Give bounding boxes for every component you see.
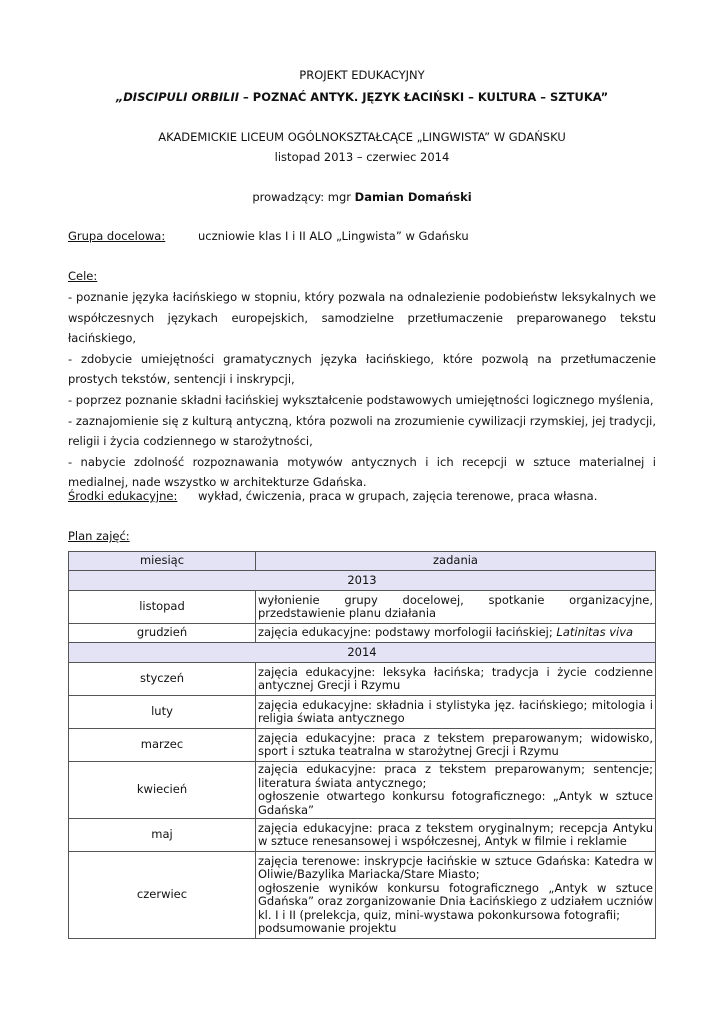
table-row — [69, 696, 656, 729]
tasks-text: podsumowanie projektu — [258, 921, 397, 935]
goal-item: - nabycie zdolność rozpoznawania motywów antycznych i ich recepcji w sztuce materialnej i medialnej, nade wszystko w architekturze Gdańska. — [68, 454, 656, 490]
col-month-header: miesiąc — [69, 552, 256, 571]
target-group-value: uczniowie klas I i II ALO „Lingwista” w Gdańsku — [198, 229, 469, 243]
table-header-row — [69, 552, 656, 571]
tasks-text: zajęcia edukacyjne: praca z tekstem preparowanym; sentencje; literatura świata antycznego; — [258, 762, 653, 790]
teacher-prefix: prowadzący: mgr — [252, 190, 355, 204]
year-label: 2014 — [69, 643, 656, 663]
month-cell: luty — [69, 696, 256, 729]
tasks-cell — [256, 624, 656, 643]
month-cell: czerwiec — [69, 852, 256, 939]
month-cell: maj — [69, 819, 256, 852]
table-row — [69, 819, 656, 852]
table-row — [69, 591, 656, 624]
table-row — [69, 762, 656, 819]
tasks-cell: zajęcia edukacyjne: leksyka łacińska; tradycja i życie codzienne antycznej Grecji i Rzymu — [256, 663, 656, 696]
goal-item: - poprzez poznanie składni łacińskiej wykształcenie podstawowych umiejętności logicznego myślenia, — [68, 392, 654, 407]
tasks-cell: zajęcia edukacyjne: praca z tekstem preparowanym; widowisko, sport i sztuka teatralna w starożytnej Grecji i Rzymu — [256, 729, 656, 762]
tasks-text: zajęcia edukacyjne: podstawy morfologii łacińskiej; — [258, 625, 557, 640]
plan-heading: Plan zajęć: — [68, 529, 130, 543]
goals-heading: Cele: — [68, 269, 98, 283]
project-type: PROJEKT EDUKACYJNY — [299, 68, 425, 82]
month-cell: marzec — [69, 729, 256, 762]
teaching-means — [68, 489, 656, 503]
tasks-cell: zajęcia edukacyjne: praca z tekstem oryginalnym; recepcja Antyku w sztuce renesansowej i współczesnej, Antyk w filmie i reklamie — [256, 819, 656, 852]
teaching-means-value: wykład, ćwiczenia, praca w grupach, zajęcia terenowe, praca własna. — [198, 489, 598, 503]
year-row — [69, 571, 656, 591]
month-cell: styczeń — [69, 663, 256, 696]
table-row — [69, 663, 656, 696]
school-name: AKADEMICKIE LICEUM OGÓLNOKSZTAŁCĄCE „LINGWISTA” W GDAŃSKU — [158, 130, 566, 144]
goal-item: - poznanie języka łacińskiego w stopniu, który pozwala na odnalezienie podobieństw leksykalnych we współczesnych językach europejskich, samodzielne przetłumaczenie preparowanego tekstu łacińskiego, — [68, 290, 656, 346]
target-group — [68, 229, 656, 243]
tasks-cell: wyłonienie grupy docelowej, spotkanie organizacyjne, przedstawienie planu działania — [256, 591, 656, 624]
month-cell: listopad — [69, 591, 256, 624]
tasks-cell — [256, 852, 656, 939]
tasks-italic: Latinitas viva — [556, 625, 634, 640]
table-row — [69, 852, 656, 939]
tasks-text: ogłoszenie otwartego konkursu fotograficznego: „Antyk w sztuce Gdańska” — [258, 789, 653, 817]
month-cell: grudzień — [69, 624, 256, 643]
table-row — [69, 624, 656, 643]
project-title-rest: – POZNAĆ ANTYK. JĘZYK ŁACIŃSKI – KULTURA – SZTUKA” — [239, 90, 609, 104]
tasks-text: ogłoszenie wyników konkursu fotograficznego „Antyk w sztuce Gdańska” oraz zorganizowanie Dnia Łacińskiego z udziałem uczniów kl. I i II (prelekcja, quiz, mini-wystawa pokonkursowa fotografii; — [258, 880, 653, 922]
goals-list — [68, 287, 656, 493]
table-row — [69, 729, 656, 762]
year-label: 2013 — [69, 571, 656, 591]
teacher-line — [68, 190, 656, 204]
year-row — [69, 643, 656, 663]
col-tasks-header: zadania — [256, 552, 656, 571]
tasks-text: zajęcia terenowe: inskrypcje łacińskie w sztuce Gdańska: Katedra w Oliwie/Bazylika Mariacka/Stare Miasto; — [258, 853, 653, 881]
target-group-label: Grupa docelowa: — [68, 229, 166, 243]
project-dates: listopad 2013 – czerwiec 2014 — [274, 150, 450, 164]
teaching-means-label: Środki edukacyjne: — [68, 489, 178, 503]
goal-item: - zdobycie umiejętności gramatycznych języka łacińskiego, które pozwolą na przetłumaczenie prostych tekstów, sentencji i inskrypcji, — [68, 351, 656, 387]
teacher-name: Damian Domański — [354, 190, 472, 204]
project-title — [68, 90, 656, 104]
goal-item: - zaznajomienie się z kulturą antyczną, która pozwoli na zrozumienie cywilizacji rzymskiej, jej tradycji, religii i życia codziennego w starożytności, — [68, 413, 656, 449]
tasks-cell: zajęcia edukacyjne: składnia i stylistyka jęz. łacińskiego; mitologia i religia świata antycznego — [256, 696, 656, 729]
schedule-table — [68, 551, 656, 939]
month-cell: kwiecień — [69, 762, 256, 819]
tasks-cell — [256, 762, 656, 819]
project-title-italic: „DISCIPULI ORBILII — [115, 90, 240, 104]
